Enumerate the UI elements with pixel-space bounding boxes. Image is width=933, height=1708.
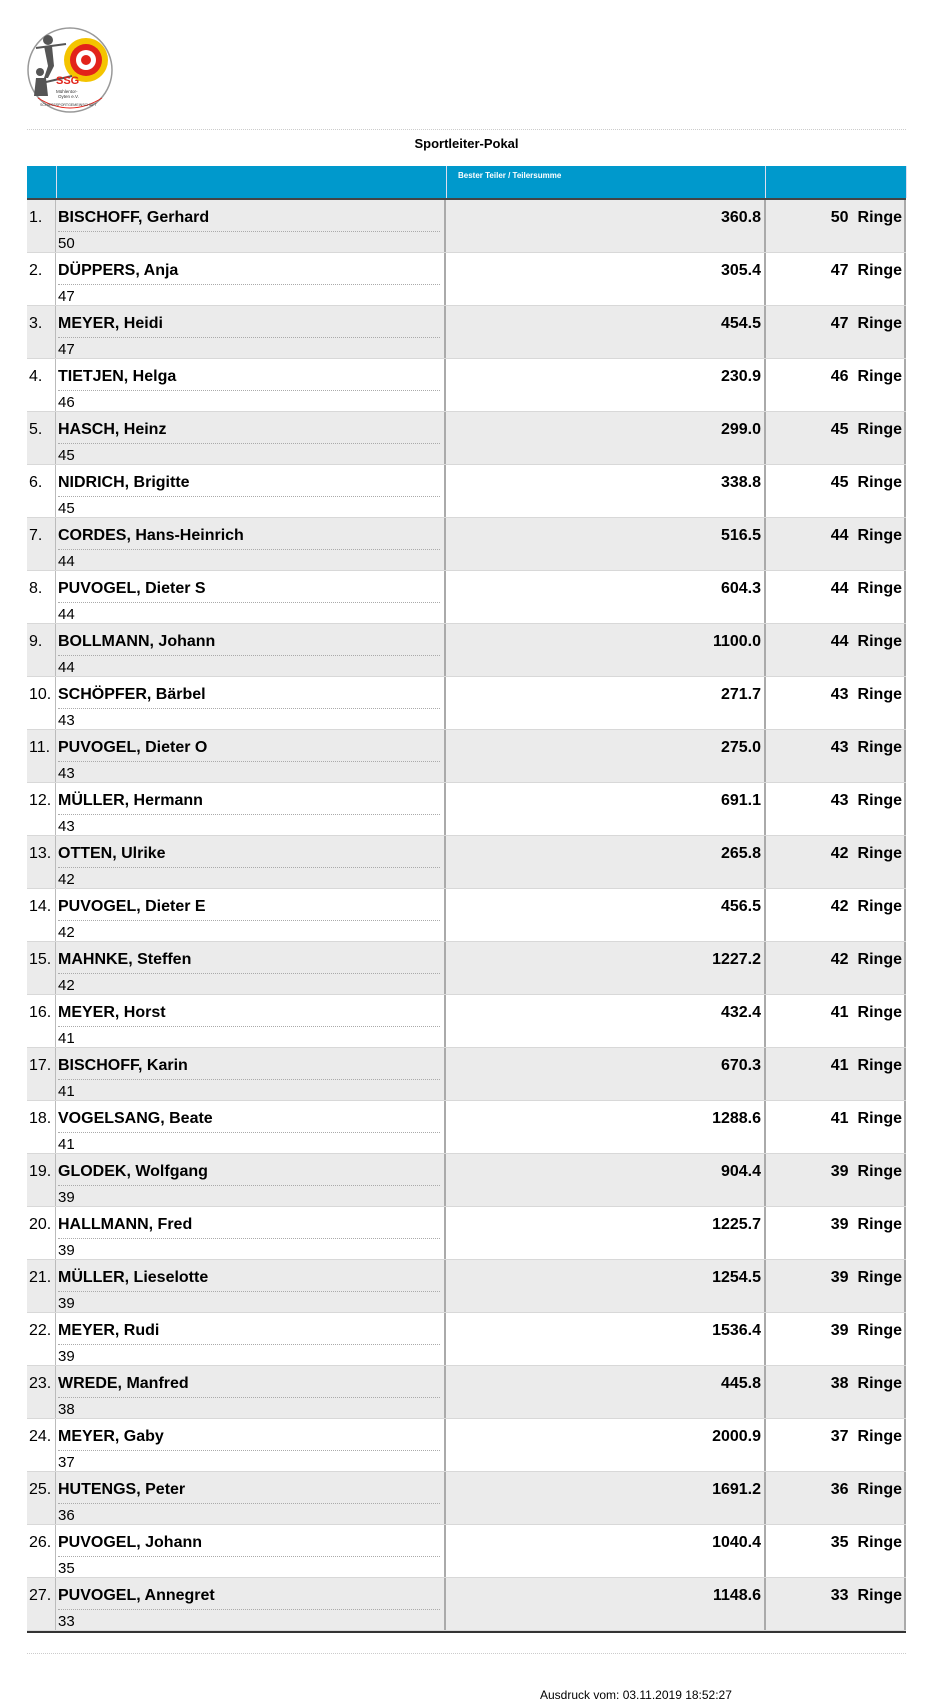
name-cell — [56, 1260, 446, 1312]
name-cell — [56, 1419, 446, 1471]
table-row — [27, 306, 906, 359]
ringe-unit: Ringe — [857, 1110, 902, 1127]
shooter-name: MÜLLER, Hermann — [58, 792, 203, 809]
name-divider — [58, 1079, 440, 1080]
ringe-value: 42 — [830, 845, 849, 862]
svg-text:Oyten e.V.: Oyten e.V. — [58, 94, 79, 99]
rank-cell: 1. — [27, 200, 56, 252]
shooter-name: MEYER, Gaby — [58, 1428, 164, 1445]
ringe-unit: Ringe — [857, 1216, 902, 1233]
name-divider — [58, 1344, 440, 1345]
name-divider — [58, 337, 440, 338]
name-divider — [58, 867, 440, 868]
teiler-cell: 1148.6 — [446, 1578, 766, 1630]
table-row — [27, 1313, 906, 1366]
rank-cell: 14. — [27, 889, 56, 941]
ringe-cell — [766, 1048, 906, 1100]
ring-subtotal: 44 — [58, 606, 75, 623]
ring-subtotal: 39 — [58, 1295, 75, 1312]
table-row — [27, 783, 906, 836]
ringe-unit: Ringe — [857, 1481, 902, 1498]
teiler-cell: 432.4 — [446, 995, 766, 1047]
table-row — [27, 1260, 906, 1313]
ring-subtotal: 43 — [58, 818, 75, 835]
ringe-unit: Ringe — [857, 1428, 902, 1445]
table-row — [27, 836, 906, 889]
top-divider — [27, 129, 906, 130]
rank-cell: 6. — [27, 465, 56, 517]
table-row — [27, 518, 906, 571]
teiler-cell: 338.8 — [446, 465, 766, 517]
ringe-value: 38 — [830, 1375, 849, 1392]
ringe-value: 39 — [830, 1216, 849, 1233]
ringe-value: 44 — [830, 527, 849, 544]
teiler-cell: 1288.6 — [446, 1101, 766, 1153]
ringe-value: 43 — [830, 792, 849, 809]
shooter-name: PUVOGEL, Dieter O — [58, 739, 208, 756]
ringe-unit: Ringe — [857, 1163, 902, 1180]
rank-cell: 26. — [27, 1525, 56, 1577]
shooter-name: BOLLMANN, Johann — [58, 633, 216, 650]
name-cell — [56, 1472, 446, 1524]
ringe-cell — [766, 1472, 906, 1524]
teiler-cell: 1040.4 — [446, 1525, 766, 1577]
ringe-cell — [766, 677, 906, 729]
shooter-name: SCHÖPFER, Bärbel — [58, 686, 206, 703]
ringe-cell — [766, 624, 906, 676]
teiler-cell: 604.3 — [446, 571, 766, 623]
ring-subtotal: 39 — [58, 1189, 75, 1206]
table-row — [27, 412, 906, 465]
name-divider — [58, 814, 440, 815]
table-footer — [27, 1631, 906, 1654]
table-row — [27, 253, 906, 306]
table-row — [27, 1154, 906, 1207]
ringe-value: 35 — [830, 1534, 849, 1551]
shooter-name: GLODEK, Wolfgang — [58, 1163, 208, 1180]
teiler-cell: 230.9 — [446, 359, 766, 411]
ringe-unit: Ringe — [857, 527, 902, 544]
name-divider — [58, 1291, 440, 1292]
teiler-cell: 456.5 — [446, 889, 766, 941]
ring-subtotal: 42 — [58, 871, 75, 888]
table-header — [27, 166, 906, 200]
name-divider — [58, 761, 440, 762]
ringe-value: 37 — [830, 1428, 849, 1445]
ringe-unit: Ringe — [857, 580, 902, 597]
ringe-value: 42 — [830, 898, 849, 915]
ringe-unit: Ringe — [857, 633, 902, 650]
ring-subtotal: 39 — [58, 1242, 75, 1259]
table-row — [27, 200, 906, 253]
header-cell-teiler: Bester Teiler / Teilersumme — [446, 166, 766, 198]
teiler-cell: 360.8 — [446, 200, 766, 252]
rank-cell: 22. — [27, 1313, 56, 1365]
ring-subtotal: 33 — [58, 1613, 75, 1630]
name-cell — [56, 571, 446, 623]
ringe-cell — [766, 306, 906, 358]
ringe-value: 41 — [830, 1110, 849, 1127]
svg-text:SSG: SSG — [56, 75, 80, 87]
table-row — [27, 1207, 906, 1260]
ring-subtotal: 42 — [58, 977, 75, 994]
name-cell — [56, 1525, 446, 1577]
teiler-cell: 1100.0 — [446, 624, 766, 676]
ring-subtotal: 45 — [58, 447, 75, 464]
ringe-value: 43 — [830, 739, 849, 756]
ringe-cell — [766, 518, 906, 570]
teiler-cell: 670.3 — [446, 1048, 766, 1100]
teiler-cell: 904.4 — [446, 1154, 766, 1206]
ringe-cell — [766, 1101, 906, 1153]
name-cell — [56, 624, 446, 676]
ringe-unit: Ringe — [857, 739, 902, 756]
rank-cell: 3. — [27, 306, 56, 358]
ringe-cell — [766, 1154, 906, 1206]
name-cell — [56, 836, 446, 888]
teiler-cell: 445.8 — [446, 1366, 766, 1418]
name-divider — [58, 1026, 440, 1027]
ring-subtotal: 41 — [58, 1083, 75, 1100]
ringe-unit: Ringe — [857, 209, 902, 226]
rank-cell: 8. — [27, 571, 56, 623]
club-logo — [26, 26, 114, 114]
ringe-value: 39 — [830, 1322, 849, 1339]
shooter-name: HUTENGS, Peter — [58, 1481, 186, 1498]
name-cell — [56, 677, 446, 729]
name-divider — [58, 443, 440, 444]
ringe-unit: Ringe — [857, 1534, 902, 1551]
teiler-cell: 299.0 — [446, 412, 766, 464]
header-cell-name — [56, 166, 447, 198]
shooter-name: BISCHOFF, Gerhard — [58, 209, 210, 226]
ring-subtotal: 37 — [58, 1454, 75, 1471]
name-divider — [58, 549, 440, 550]
ringe-cell — [766, 1313, 906, 1365]
name-cell — [56, 995, 446, 1047]
ring-subtotal: 42 — [58, 924, 75, 941]
ringe-cell — [766, 200, 906, 252]
table-row — [27, 677, 906, 730]
table-row — [27, 1472, 906, 1525]
ringe-cell — [766, 253, 906, 305]
ring-subtotal: 39 — [58, 1348, 75, 1365]
shooter-name: PUVOGEL, Annegret — [58, 1587, 215, 1604]
ring-subtotal: 44 — [58, 553, 75, 570]
teiler-cell: 2000.9 — [446, 1419, 766, 1471]
rank-cell: 9. — [27, 624, 56, 676]
table-row — [27, 1366, 906, 1419]
ringe-value: 39 — [830, 1163, 849, 1180]
shooter-name: PUVOGEL, Johann — [58, 1534, 203, 1551]
ring-subtotal: 50 — [58, 235, 75, 252]
name-cell — [56, 1366, 446, 1418]
name-divider — [58, 973, 440, 974]
table-row — [27, 730, 906, 783]
ringe-cell — [766, 1366, 906, 1418]
name-divider — [58, 1397, 440, 1398]
shooter-name: CORDES, Hans-Heinrich — [58, 527, 244, 544]
teiler-cell: 516.5 — [446, 518, 766, 570]
shooter-name: PUVOGEL, Dieter E — [58, 898, 206, 915]
table-row — [27, 624, 906, 677]
ringe-unit: Ringe — [857, 898, 902, 915]
ringe-value: 39 — [830, 1269, 849, 1286]
ringe-cell — [766, 783, 906, 835]
header-cell-rank — [27, 166, 57, 198]
name-cell — [56, 1578, 446, 1630]
ring-subtotal: 35 — [58, 1560, 75, 1577]
table-row — [27, 889, 906, 942]
rank-cell: 2. — [27, 253, 56, 305]
ringe-cell — [766, 942, 906, 994]
shooter-name: OTTEN, Ulrike — [58, 845, 166, 862]
shooter-name: WREDE, Manfred — [58, 1375, 189, 1392]
teiler-cell: 1691.2 — [446, 1472, 766, 1524]
name-divider — [58, 231, 440, 232]
ring-subtotal: 44 — [58, 659, 75, 676]
ringe-cell — [766, 995, 906, 1047]
ringe-cell — [766, 1260, 906, 1312]
name-cell — [56, 1207, 446, 1259]
name-cell — [56, 465, 446, 517]
name-cell — [56, 200, 446, 252]
table-row — [27, 1525, 906, 1578]
rank-cell: 5. — [27, 412, 56, 464]
teiler-cell: 271.7 — [446, 677, 766, 729]
teiler-cell: 1225.7 — [446, 1207, 766, 1259]
name-divider — [58, 708, 440, 709]
ringe-unit: Ringe — [857, 1375, 902, 1392]
ringe-cell — [766, 889, 906, 941]
ringe-unit: Ringe — [857, 1004, 902, 1021]
ringe-value: 42 — [830, 951, 849, 968]
name-cell — [56, 1154, 446, 1206]
name-cell — [56, 783, 446, 835]
ringe-cell — [766, 359, 906, 411]
ringe-unit: Ringe — [857, 845, 902, 862]
name-divider — [58, 1238, 440, 1239]
ringe-unit: Ringe — [857, 1322, 902, 1339]
results-table — [27, 166, 906, 1654]
rank-cell: 12. — [27, 783, 56, 835]
rank-cell: 24. — [27, 1419, 56, 1471]
ringe-value: 46 — [830, 368, 849, 385]
teiler-cell: 275.0 — [446, 730, 766, 782]
name-divider — [58, 284, 440, 285]
teiler-cell: 1536.4 — [446, 1313, 766, 1365]
rank-cell: 13. — [27, 836, 56, 888]
ring-subtotal: 38 — [58, 1401, 75, 1418]
name-divider — [58, 1450, 440, 1451]
ringe-unit: Ringe — [857, 421, 902, 438]
ringe-unit: Ringe — [857, 368, 902, 385]
shooter-name: TIETJEN, Helga — [58, 368, 177, 385]
name-divider — [58, 390, 440, 391]
table-row — [27, 1419, 906, 1472]
ringe-cell — [766, 571, 906, 623]
teiler-cell: 454.5 — [446, 306, 766, 358]
shooter-name: MEYER, Horst — [58, 1004, 166, 1021]
svg-text:SCHIESSSPORTGEMEINSCHAFT: SCHIESSSPORTGEMEINSCHAFT — [40, 103, 97, 107]
name-divider — [58, 1132, 440, 1133]
name-divider — [58, 1503, 440, 1504]
name-divider — [58, 602, 440, 603]
rank-cell: 16. — [27, 995, 56, 1047]
ringe-value: 44 — [830, 633, 849, 650]
teiler-cell: 305.4 — [446, 253, 766, 305]
shooter-name: MEYER, Heidi — [58, 315, 163, 332]
shooter-name: NIDRICH, Brigitte — [58, 474, 190, 491]
rank-cell: 10. — [27, 677, 56, 729]
shooter-name: MÜLLER, Lieselotte — [58, 1269, 209, 1286]
name-cell — [56, 889, 446, 941]
ring-subtotal: 41 — [58, 1136, 75, 1153]
shooter-name: PUVOGEL, Dieter S — [58, 580, 206, 597]
ringe-cell — [766, 465, 906, 517]
shooter-name: MEYER, Rudi — [58, 1322, 160, 1339]
ringe-unit: Ringe — [857, 474, 902, 491]
ringe-value: 36 — [830, 1481, 849, 1498]
teiler-cell: 691.1 — [446, 783, 766, 835]
ringe-cell — [766, 1207, 906, 1259]
rank-cell: 15. — [27, 942, 56, 994]
ringe-value: 43 — [830, 686, 849, 703]
ringe-unit: Ringe — [857, 686, 902, 703]
ringe-unit: Ringe — [857, 1057, 902, 1074]
table-row — [27, 359, 906, 412]
ring-subtotal: 43 — [58, 765, 75, 782]
ringe-unit: Ringe — [857, 1587, 902, 1604]
shooter-name: VOGELSANG, Beate — [58, 1110, 213, 1127]
ring-subtotal: 45 — [58, 500, 75, 517]
ringe-value: 45 — [830, 421, 849, 438]
ringe-cell — [766, 1525, 906, 1577]
rank-cell: 7. — [27, 518, 56, 570]
rank-cell: 20. — [27, 1207, 56, 1259]
ringe-unit: Ringe — [857, 315, 902, 332]
ringe-value: 50 — [830, 209, 849, 226]
rank-cell: 23. — [27, 1366, 56, 1418]
ring-subtotal: 36 — [58, 1507, 75, 1524]
ringe-unit: Ringe — [857, 262, 902, 279]
table-row — [27, 465, 906, 518]
name-divider — [58, 1556, 440, 1557]
table-row — [27, 995, 906, 1048]
header-cell-ringe — [766, 166, 907, 198]
name-cell — [56, 253, 446, 305]
table-row — [27, 1578, 906, 1631]
rank-cell: 27. — [27, 1578, 56, 1630]
ringe-unit: Ringe — [857, 792, 902, 809]
shooter-name: BISCHOFF, Karin — [58, 1057, 188, 1074]
name-divider — [58, 655, 440, 656]
shooter-name: MAHNKE, Steffen — [58, 951, 192, 968]
shooter-name: HASCH, Heinz — [58, 421, 167, 438]
ringe-value: 45 — [830, 474, 849, 491]
name-divider — [58, 1609, 440, 1610]
name-cell — [56, 518, 446, 570]
name-cell — [56, 730, 446, 782]
ringe-cell — [766, 412, 906, 464]
ringe-value: 47 — [830, 315, 849, 332]
name-cell — [56, 359, 446, 411]
shooter-name: DÜPPERS, Anja — [58, 262, 179, 279]
table-body — [27, 200, 906, 1631]
ring-subtotal: 47 — [58, 288, 75, 305]
ringe-value: 41 — [830, 1057, 849, 1074]
ringe-cell — [766, 1419, 906, 1471]
name-cell — [56, 1313, 446, 1365]
ring-subtotal: 47 — [58, 341, 75, 358]
table-row — [27, 571, 906, 624]
rank-cell: 4. — [27, 359, 56, 411]
table-row — [27, 942, 906, 995]
ring-subtotal: 41 — [58, 1030, 75, 1047]
ringe-unit: Ringe — [857, 1269, 902, 1286]
name-cell — [56, 1048, 446, 1100]
rank-cell: 19. — [27, 1154, 56, 1206]
svg-text:Mühlentor-: Mühlentor- — [56, 89, 78, 94]
rank-cell: 17. — [27, 1048, 56, 1100]
ringe-cell — [766, 730, 906, 782]
rank-cell: 18. — [27, 1101, 56, 1153]
ring-subtotal: 43 — [58, 712, 75, 729]
rank-cell: 11. — [27, 730, 56, 782]
name-cell — [56, 412, 446, 464]
ringe-unit: Ringe — [857, 951, 902, 968]
name-cell — [56, 1101, 446, 1153]
ringe-value: 33 — [830, 1587, 849, 1604]
ring-subtotal: 46 — [58, 394, 75, 411]
ringe-cell — [766, 836, 906, 888]
ringe-value: 41 — [830, 1004, 849, 1021]
teiler-cell: 1227.2 — [446, 942, 766, 994]
name-cell — [56, 942, 446, 994]
rank-cell: 21. — [27, 1260, 56, 1312]
print-timestamp: Ausdruck vom: 03.11.2019 18:52:27 — [540, 1688, 732, 1702]
rank-cell: 25. — [27, 1472, 56, 1524]
name-cell — [56, 306, 446, 358]
name-divider — [58, 1185, 440, 1186]
ringe-value: 47 — [830, 262, 849, 279]
ringe-value: 44 — [830, 580, 849, 597]
ringe-cell — [766, 1578, 906, 1630]
name-divider — [58, 920, 440, 921]
teiler-cell: 265.8 — [446, 836, 766, 888]
table-row — [27, 1048, 906, 1101]
shooter-name: HALLMANN, Fred — [58, 1216, 193, 1233]
table-row — [27, 1101, 906, 1154]
teiler-cell: 1254.5 — [446, 1260, 766, 1312]
name-divider — [58, 496, 440, 497]
page-title: Sportleiter-Pokal — [414, 136, 519, 151]
